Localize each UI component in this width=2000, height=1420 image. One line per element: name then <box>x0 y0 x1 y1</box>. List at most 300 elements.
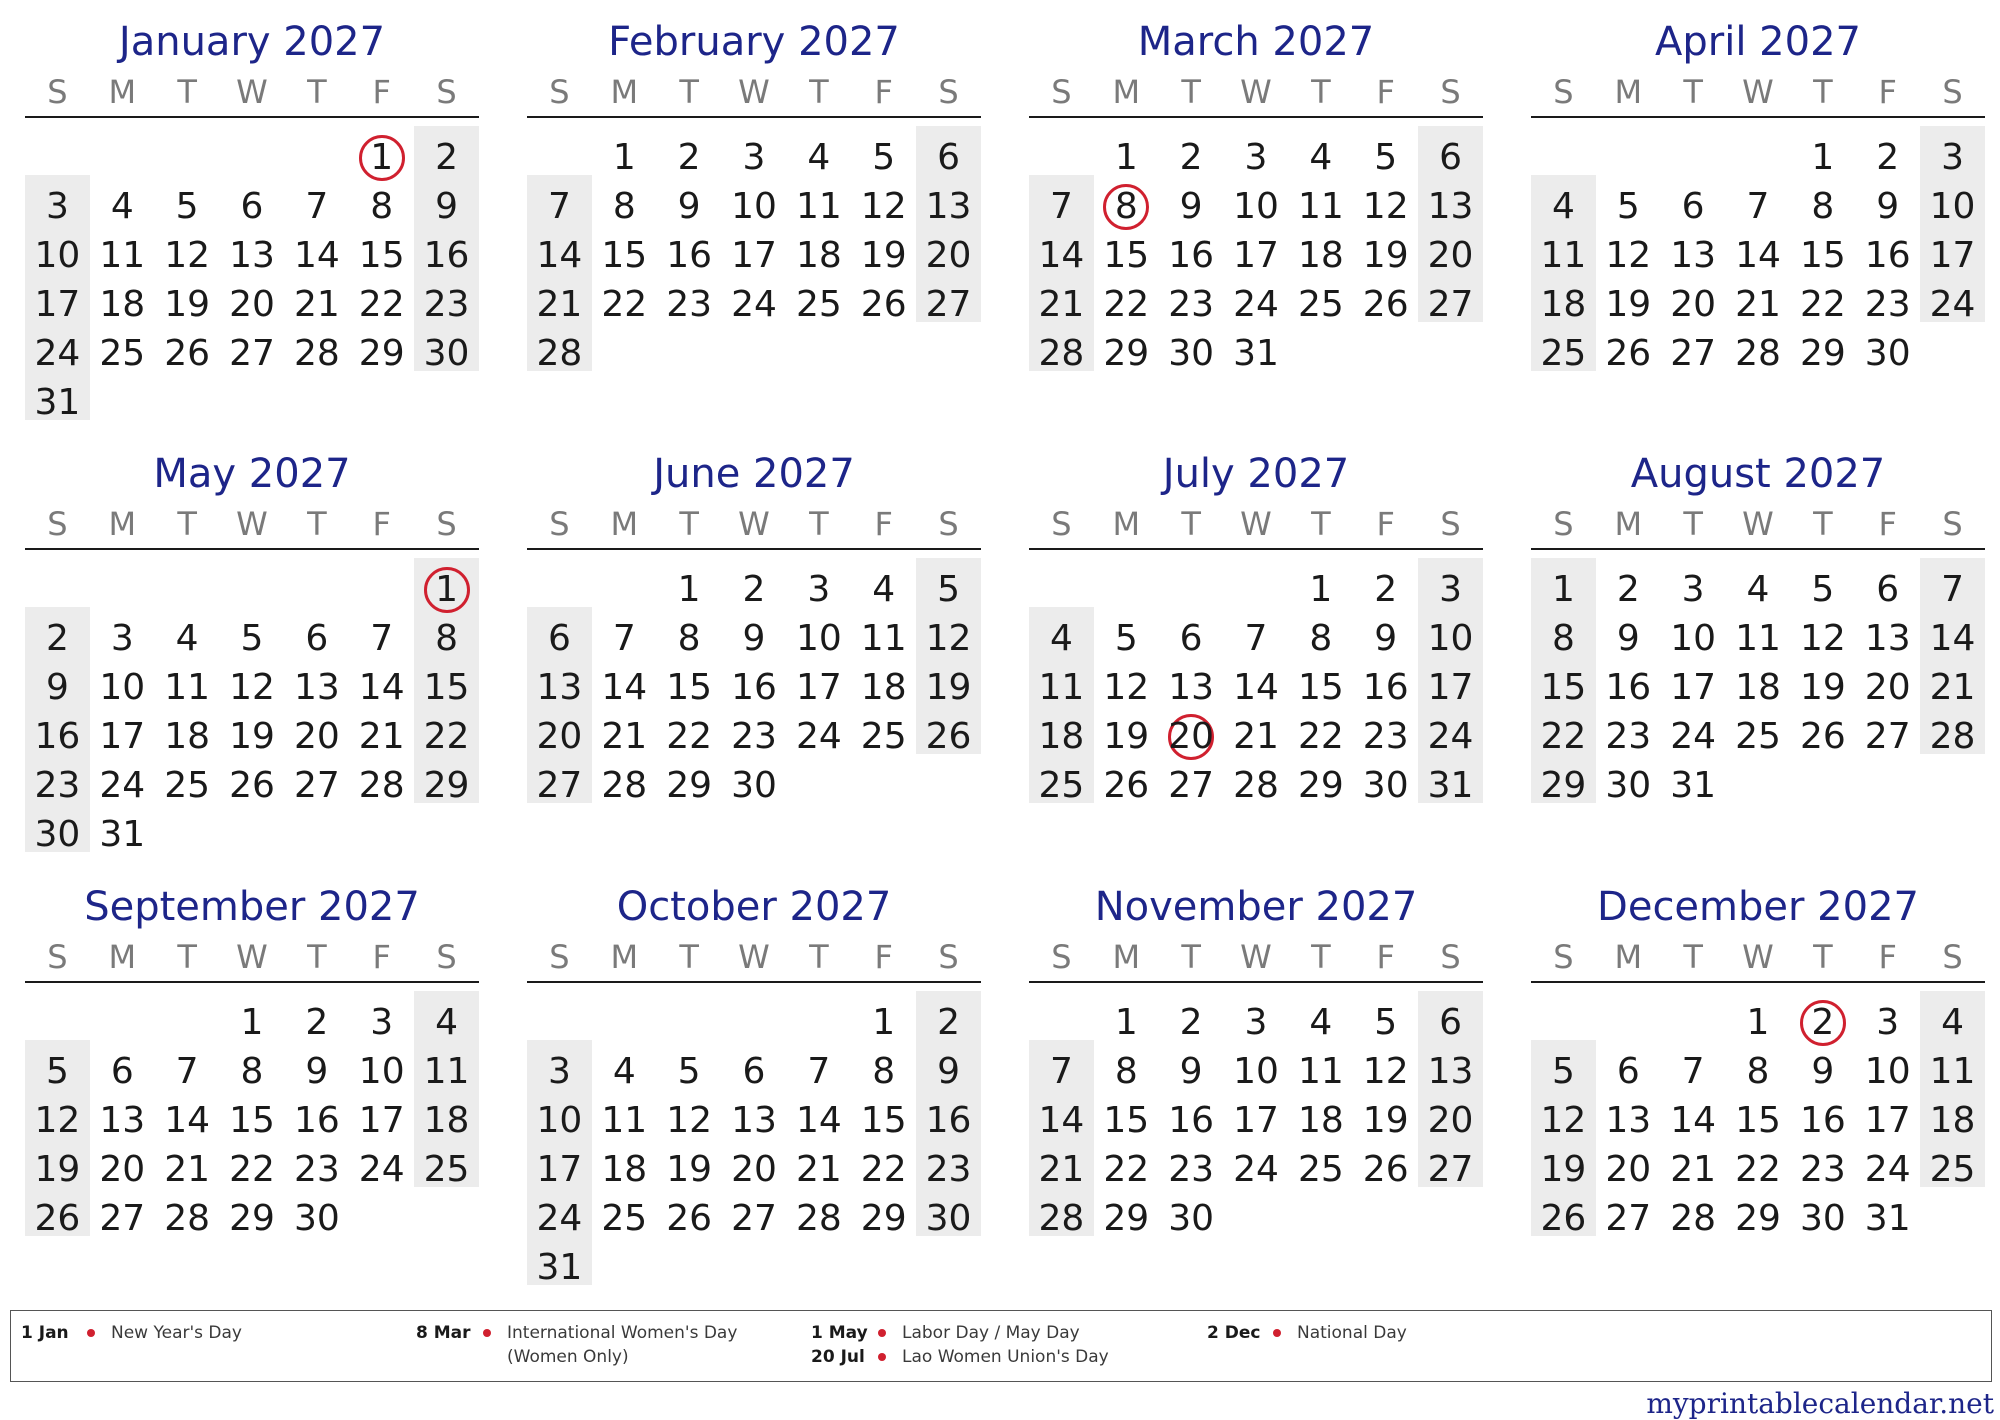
day-cell[interactable]: 4 <box>1309 1002 1333 1043</box>
day-cell[interactable]: 24 <box>99 765 146 806</box>
day-cell[interactable]: 9 <box>1876 186 1900 227</box>
day-cell[interactable]: 2 <box>937 1002 961 1043</box>
day-cell[interactable]: 11 <box>1735 618 1781 659</box>
day-cell[interactable]: 23 <box>1864 284 1911 325</box>
day-cell[interactable]: 6 <box>240 186 264 227</box>
day-cell[interactable]: 19 <box>34 1149 81 1190</box>
day-cell[interactable]: 30 <box>1168 1198 1215 1239</box>
day-cell[interactable]: 4 <box>1309 137 1333 178</box>
day-cell[interactable]: 20 <box>229 284 275 325</box>
day-cell[interactable]: 24 <box>795 716 842 757</box>
day-cell[interactable]: 19 <box>666 1149 713 1190</box>
day-cell[interactable]: 28 <box>358 765 405 806</box>
day-cell[interactable]: 7 <box>1049 186 1073 227</box>
day-cell[interactable]: 16 <box>731 667 777 708</box>
day-cell[interactable]: 29 <box>1540 765 1587 806</box>
day-cell[interactable]: 10 <box>358 1051 405 1092</box>
day-cell[interactable]: 2 <box>435 137 459 178</box>
day-cell[interactable]: 27 <box>1427 284 1474 325</box>
day-cell[interactable]: 11 <box>1929 1051 1976 1092</box>
day-cell[interactable]: 7 <box>1244 618 1268 659</box>
day-cell[interactable]: 28 <box>1735 333 1781 374</box>
day-cell[interactable]: 1 <box>1811 137 1835 178</box>
day-cell[interactable]: 3 <box>547 1051 571 1092</box>
day-cell[interactable]: 18 <box>860 667 907 708</box>
day-cell[interactable]: 6 <box>1439 137 1463 178</box>
day-cell[interactable]: 13 <box>293 667 340 708</box>
day-cell[interactable]: 25 <box>1038 765 1085 806</box>
day-cell[interactable]: 5 <box>1551 1051 1575 1092</box>
day-cell[interactable]: 27 <box>1168 765 1215 806</box>
day-cell[interactable]: 18 <box>1540 284 1587 325</box>
day-cell[interactable]: 19 <box>1540 1149 1587 1190</box>
day-cell[interactable]: 23 <box>1168 1149 1215 1190</box>
day-cell[interactable]: 30 <box>293 1198 340 1239</box>
day-cell[interactable]: 2 <box>45 618 69 659</box>
day-cell[interactable]: 3 <box>1876 1002 1900 1043</box>
day-cell[interactable]: 19 <box>1605 284 1652 325</box>
day-cell[interactable]: 4 <box>1049 618 1073 659</box>
day-cell[interactable]: 15 <box>860 1100 907 1141</box>
day-cell[interactable]: 2 <box>1811 1002 1835 1043</box>
day-cell[interactable]: 3 <box>370 1002 394 1043</box>
day-cell[interactable]: 23 <box>731 716 777 757</box>
day-cell[interactable]: 12 <box>229 667 275 708</box>
day-cell[interactable]: 25 <box>1297 284 1344 325</box>
day-cell[interactable]: 7 <box>1049 1051 1073 1092</box>
day-cell[interactable]: 10 <box>1233 1051 1279 1092</box>
day-cell[interactable]: 28 <box>1038 1198 1085 1239</box>
day-cell[interactable]: 19 <box>164 284 211 325</box>
day-cell[interactable]: 6 <box>110 1051 134 1092</box>
day-cell[interactable]: 8 <box>612 186 636 227</box>
day-cell[interactable]: 14 <box>1929 618 1976 659</box>
day-cell[interactable]: 14 <box>795 1100 842 1141</box>
day-cell[interactable]: 21 <box>358 716 405 757</box>
day-cell[interactable]: 7 <box>807 1051 831 1092</box>
day-cell[interactable]: 25 <box>860 716 907 757</box>
day-cell[interactable]: 22 <box>1735 1149 1781 1190</box>
day-cell[interactable]: 24 <box>1864 1149 1911 1190</box>
day-cell[interactable]: 13 <box>1168 667 1215 708</box>
day-cell[interactable]: 24 <box>1929 284 1976 325</box>
day-cell[interactable]: 3 <box>742 137 766 178</box>
day-cell[interactable]: 16 <box>1168 235 1215 276</box>
day-cell[interactable]: 16 <box>925 1100 972 1141</box>
day-cell[interactable]: 20 <box>1427 235 1474 276</box>
day-cell[interactable]: 6 <box>1439 1002 1463 1043</box>
day-cell[interactable]: 29 <box>229 1198 275 1239</box>
day-cell[interactable]: 20 <box>1864 667 1911 708</box>
day-cell[interactable]: 9 <box>1811 1051 1835 1092</box>
day-cell[interactable]: 15 <box>1540 667 1587 708</box>
day-cell[interactable]: 29 <box>666 765 713 806</box>
day-cell[interactable]: 27 <box>1670 333 1717 374</box>
day-cell[interactable]: 20 <box>925 235 972 276</box>
day-cell[interactable]: 11 <box>860 618 907 659</box>
day-cell[interactable]: 31 <box>99 814 146 855</box>
day-cell[interactable]: 26 <box>229 765 275 806</box>
day-cell[interactable]: 8 <box>240 1051 264 1092</box>
day-cell[interactable]: 14 <box>164 1100 211 1141</box>
day-cell[interactable]: 16 <box>1864 235 1911 276</box>
day-cell[interactable]: 31 <box>1233 333 1279 374</box>
day-cell[interactable]: 27 <box>293 765 340 806</box>
day-cell[interactable]: 3 <box>807 569 831 610</box>
day-cell[interactable]: 25 <box>1540 333 1587 374</box>
day-cell[interactable]: 24 <box>34 333 81 374</box>
day-cell[interactable]: 10 <box>99 667 146 708</box>
day-cell[interactable]: 30 <box>731 765 777 806</box>
day-cell[interactable]: 12 <box>925 618 972 659</box>
day-cell[interactable]: 8 <box>1309 618 1333 659</box>
day-cell[interactable]: 28 <box>293 333 340 374</box>
day-cell[interactable]: 2 <box>1616 569 1640 610</box>
day-cell[interactable]: 20 <box>1168 716 1215 757</box>
day-cell[interactable]: 17 <box>536 1149 583 1190</box>
day-cell[interactable]: 12 <box>1103 667 1150 708</box>
day-cell[interactable]: 29 <box>1103 333 1150 374</box>
day-cell[interactable]: 12 <box>1799 618 1846 659</box>
day-cell[interactable]: 24 <box>1233 284 1279 325</box>
day-cell[interactable]: 12 <box>860 186 907 227</box>
day-cell[interactable]: 16 <box>1362 667 1409 708</box>
day-cell[interactable]: 28 <box>164 1198 211 1239</box>
day-cell[interactable]: 25 <box>795 284 842 325</box>
day-cell[interactable]: 14 <box>1233 667 1279 708</box>
day-cell[interactable]: 18 <box>1038 716 1085 757</box>
day-cell[interactable]: 22 <box>1540 716 1587 757</box>
day-cell[interactable]: 9 <box>305 1051 329 1092</box>
day-cell[interactable]: 1 <box>872 1002 896 1043</box>
day-cell[interactable]: 3 <box>45 186 69 227</box>
day-cell[interactable]: 23 <box>34 765 81 806</box>
day-cell[interactable]: 7 <box>1941 569 1965 610</box>
day-cell[interactable]: 15 <box>1103 235 1150 276</box>
day-cell[interactable]: 17 <box>1929 235 1976 276</box>
day-cell[interactable]: 14 <box>1038 1100 1085 1141</box>
day-cell[interactable]: 7 <box>175 1051 199 1092</box>
day-cell[interactable]: 4 <box>612 1051 636 1092</box>
day-cell[interactable]: 26 <box>666 1198 713 1239</box>
day-cell[interactable]: 12 <box>1362 186 1409 227</box>
day-cell[interactable]: 3 <box>110 618 134 659</box>
day-cell[interactable]: 10 <box>34 235 81 276</box>
day-cell[interactable]: 15 <box>1103 1100 1150 1141</box>
day-cell[interactable]: 27 <box>536 765 583 806</box>
day-cell[interactable]: 8 <box>872 1051 896 1092</box>
day-cell[interactable]: 21 <box>536 284 583 325</box>
day-cell[interactable]: 21 <box>1038 1149 1085 1190</box>
day-cell[interactable]: 28 <box>536 333 583 374</box>
day-cell[interactable]: 18 <box>423 1100 470 1141</box>
day-cell[interactable]: 12 <box>666 1100 713 1141</box>
day-cell[interactable]: 26 <box>164 333 211 374</box>
day-cell[interactable]: 19 <box>229 716 275 757</box>
day-cell[interactable]: 7 <box>1681 1051 1705 1092</box>
day-cell[interactable]: 10 <box>1233 186 1279 227</box>
day-cell[interactable]: 21 <box>1929 667 1976 708</box>
day-cell[interactable]: 22 <box>229 1149 275 1190</box>
day-cell[interactable]: 30 <box>1864 333 1911 374</box>
day-cell[interactable]: 29 <box>1735 1198 1781 1239</box>
day-cell[interactable]: 11 <box>1540 235 1587 276</box>
day-cell[interactable]: 30 <box>1605 765 1652 806</box>
day-cell[interactable]: 5 <box>1114 618 1138 659</box>
day-cell[interactable]: 29 <box>1297 765 1344 806</box>
day-cell[interactable]: 10 <box>731 186 777 227</box>
day-cell[interactable]: 15 <box>358 235 405 276</box>
day-cell[interactable]: 24 <box>1670 716 1717 757</box>
day-cell[interactable]: 8 <box>370 186 394 227</box>
day-cell[interactable]: 30 <box>1168 333 1215 374</box>
day-cell[interactable]: 24 <box>1427 716 1474 757</box>
day-cell[interactable]: 25 <box>423 1149 470 1190</box>
day-cell[interactable]: 13 <box>99 1100 146 1141</box>
day-cell[interactable]: 16 <box>1168 1100 1215 1141</box>
day-cell[interactable]: 23 <box>293 1149 340 1190</box>
day-cell[interactable]: 8 <box>1746 1051 1770 1092</box>
day-cell[interactable]: 8 <box>1114 186 1138 227</box>
day-cell[interactable]: 20 <box>1670 284 1717 325</box>
day-cell[interactable]: 17 <box>1864 1100 1911 1141</box>
day-cell[interactable]: 19 <box>1799 667 1846 708</box>
day-cell[interactable]: 5 <box>1811 569 1835 610</box>
day-cell[interactable]: 13 <box>1427 186 1474 227</box>
day-cell[interactable]: 10 <box>1864 1051 1911 1092</box>
day-cell[interactable]: 7 <box>547 186 571 227</box>
day-cell[interactable]: 12 <box>1362 1051 1409 1092</box>
day-cell[interactable]: 2 <box>1374 569 1398 610</box>
day-cell[interactable]: 17 <box>1670 667 1717 708</box>
day-cell[interactable]: 6 <box>1876 569 1900 610</box>
day-cell[interactable]: 25 <box>164 765 211 806</box>
day-cell[interactable]: 31 <box>1670 765 1717 806</box>
day-cell[interactable]: 22 <box>1103 284 1150 325</box>
day-cell[interactable]: 17 <box>1427 667 1474 708</box>
day-cell[interactable]: 18 <box>795 235 842 276</box>
day-cell[interactable]: 3 <box>1244 137 1268 178</box>
day-cell[interactable]: 7 <box>612 618 636 659</box>
day-cell[interactable]: 20 <box>731 1149 777 1190</box>
day-cell[interactable]: 11 <box>1038 667 1085 708</box>
day-cell[interactable]: 14 <box>358 667 405 708</box>
day-cell[interactable]: 15 <box>423 667 470 708</box>
day-cell[interactable]: 25 <box>1929 1149 1976 1190</box>
day-cell[interactable]: 5 <box>1374 137 1398 178</box>
day-cell[interactable]: 5 <box>45 1051 69 1092</box>
day-cell[interactable]: 30 <box>34 814 81 855</box>
day-cell[interactable]: 15 <box>1799 235 1846 276</box>
day-cell[interactable]: 31 <box>1427 765 1474 806</box>
day-cell[interactable]: 30 <box>423 333 470 374</box>
day-cell[interactable]: 13 <box>925 186 972 227</box>
day-cell[interactable]: 4 <box>110 186 134 227</box>
day-cell[interactable]: 28 <box>601 765 648 806</box>
day-cell[interactable]: 10 <box>536 1100 583 1141</box>
day-cell[interactable]: 29 <box>423 765 470 806</box>
day-cell[interactable]: 30 <box>1799 1198 1846 1239</box>
day-cell[interactable]: 19 <box>1362 235 1409 276</box>
day-cell[interactable]: 20 <box>1427 1100 1474 1141</box>
day-cell[interactable]: 14 <box>601 667 648 708</box>
day-cell[interactable]: 17 <box>99 716 146 757</box>
day-cell[interactable]: 9 <box>677 186 701 227</box>
day-cell[interactable]: 22 <box>1103 1149 1150 1190</box>
day-cell[interactable]: 12 <box>1605 235 1652 276</box>
day-cell[interactable]: 26 <box>1362 1149 1409 1190</box>
day-cell[interactable]: 24 <box>1233 1149 1279 1190</box>
day-cell[interactable]: 1 <box>240 1002 264 1043</box>
day-cell[interactable]: 13 <box>1864 618 1911 659</box>
day-cell[interactable]: 9 <box>435 186 459 227</box>
day-cell[interactable]: 26 <box>1103 765 1150 806</box>
day-cell[interactable]: 8 <box>1551 618 1575 659</box>
day-cell[interactable]: 1 <box>677 569 701 610</box>
day-cell[interactable]: 8 <box>1114 1051 1138 1092</box>
day-cell[interactable]: 2 <box>1876 137 1900 178</box>
day-cell[interactable]: 25 <box>601 1198 648 1239</box>
day-cell[interactable]: 4 <box>1551 186 1575 227</box>
day-cell[interactable]: 23 <box>1362 716 1409 757</box>
day-cell[interactable]: 21 <box>1670 1149 1717 1190</box>
day-cell[interactable]: 26 <box>1605 333 1652 374</box>
day-cell[interactable]: 2 <box>742 569 766 610</box>
day-cell[interactable]: 19 <box>925 667 972 708</box>
day-cell[interactable]: 17 <box>358 1100 405 1141</box>
day-cell[interactable]: 1 <box>1309 569 1333 610</box>
day-cell[interactable]: 21 <box>1038 284 1085 325</box>
day-cell[interactable]: 27 <box>731 1198 777 1239</box>
day-cell[interactable]: 5 <box>175 186 199 227</box>
day-cell[interactable]: 11 <box>1297 186 1344 227</box>
day-cell[interactable]: 31 <box>34 382 81 423</box>
day-cell[interactable]: 1 <box>1114 1002 1138 1043</box>
day-cell[interactable]: 22 <box>1799 284 1846 325</box>
day-cell[interactable]: 19 <box>1362 1100 1409 1141</box>
day-cell[interactable]: 16 <box>666 235 713 276</box>
day-cell[interactable]: 5 <box>1616 186 1640 227</box>
day-cell[interactable]: 1 <box>1551 569 1575 610</box>
day-cell[interactable]: 1 <box>1114 137 1138 178</box>
day-cell[interactable]: 6 <box>547 618 571 659</box>
day-cell[interactable]: 22 <box>423 716 470 757</box>
day-cell[interactable]: 22 <box>666 716 713 757</box>
day-cell[interactable]: 4 <box>807 137 831 178</box>
day-cell[interactable]: 23 <box>1799 1149 1846 1190</box>
day-cell[interactable]: 17 <box>731 235 777 276</box>
day-cell[interactable]: 22 <box>860 1149 907 1190</box>
day-cell[interactable]: 18 <box>1735 667 1781 708</box>
day-cell[interactable]: 6 <box>1179 618 1203 659</box>
day-cell[interactable]: 27 <box>229 333 275 374</box>
day-cell[interactable]: 28 <box>1670 1198 1717 1239</box>
day-cell[interactable]: 11 <box>423 1051 470 1092</box>
day-cell[interactable]: 4 <box>1746 569 1770 610</box>
day-cell[interactable]: 4 <box>435 1002 459 1043</box>
day-cell[interactable]: 14 <box>1735 235 1781 276</box>
day-cell[interactable]: 14 <box>536 235 583 276</box>
day-cell[interactable]: 21 <box>601 716 648 757</box>
day-cell[interactable]: 16 <box>423 235 470 276</box>
day-cell[interactable]: 2 <box>305 1002 329 1043</box>
day-cell[interactable]: 2 <box>1179 137 1203 178</box>
day-cell[interactable]: 18 <box>1929 1100 1976 1141</box>
day-cell[interactable]: 16 <box>293 1100 340 1141</box>
day-cell[interactable]: 26 <box>860 284 907 325</box>
day-cell[interactable]: 10 <box>1427 618 1474 659</box>
day-cell[interactable]: 22 <box>1297 716 1344 757</box>
day-cell[interactable]: 17 <box>1233 1100 1279 1141</box>
day-cell[interactable]: 11 <box>795 186 842 227</box>
day-cell[interactable]: 29 <box>860 1198 907 1239</box>
day-cell[interactable]: 27 <box>1427 1149 1474 1190</box>
day-cell[interactable]: 27 <box>925 284 972 325</box>
day-cell[interactable]: 11 <box>99 235 146 276</box>
day-cell[interactable]: 21 <box>164 1149 211 1190</box>
day-cell[interactable]: 9 <box>1179 1051 1203 1092</box>
day-cell[interactable]: 5 <box>677 1051 701 1092</box>
day-cell[interactable]: 4 <box>175 618 199 659</box>
day-cell[interactable]: 3 <box>1941 137 1965 178</box>
day-cell[interactable]: 3 <box>1681 569 1705 610</box>
day-cell[interactable]: 7 <box>1746 186 1770 227</box>
day-cell[interactable]: 21 <box>1233 716 1279 757</box>
day-cell[interactable]: 27 <box>99 1198 146 1239</box>
day-cell[interactable]: 9 <box>742 618 766 659</box>
day-cell[interactable]: 18 <box>99 284 146 325</box>
day-cell[interactable]: 24 <box>731 284 777 325</box>
day-cell[interactable]: 18 <box>164 716 211 757</box>
day-cell[interactable]: 8 <box>435 618 459 659</box>
day-cell[interactable]: 17 <box>34 284 81 325</box>
day-cell[interactable]: 23 <box>1605 716 1652 757</box>
day-cell[interactable]: 3 <box>1244 1002 1268 1043</box>
day-cell[interactable]: 7 <box>370 618 394 659</box>
day-cell[interactable]: 24 <box>536 1198 583 1239</box>
day-cell[interactable]: 13 <box>1605 1100 1652 1141</box>
day-cell[interactable]: 5 <box>937 569 961 610</box>
day-cell[interactable]: 30 <box>925 1198 972 1239</box>
day-cell[interactable]: 14 <box>1038 235 1085 276</box>
day-cell[interactable]: 4 <box>1941 1002 1965 1043</box>
day-cell[interactable]: 13 <box>731 1100 777 1141</box>
day-cell[interactable]: 19 <box>1103 716 1150 757</box>
day-cell[interactable]: 26 <box>925 716 972 757</box>
day-cell[interactable]: 11 <box>164 667 211 708</box>
day-cell[interactable]: 1 <box>612 137 636 178</box>
site-credit[interactable]: myprintablecalendar.net <box>1646 1387 1994 1420</box>
day-cell[interactable]: 13 <box>536 667 583 708</box>
day-cell[interactable]: 14 <box>1670 1100 1717 1141</box>
day-cell[interactable]: 29 <box>1799 333 1846 374</box>
day-cell[interactable]: 20 <box>536 716 583 757</box>
day-cell[interactable]: 20 <box>293 716 340 757</box>
day-cell[interactable]: 26 <box>1362 284 1409 325</box>
day-cell[interactable]: 30 <box>1362 765 1409 806</box>
day-cell[interactable]: 17 <box>1233 235 1279 276</box>
day-cell[interactable]: 13 <box>229 235 275 276</box>
day-cell[interactable]: 6 <box>305 618 329 659</box>
day-cell[interactable]: 20 <box>1605 1149 1652 1190</box>
day-cell[interactable]: 28 <box>1233 765 1279 806</box>
day-cell[interactable]: 23 <box>925 1149 972 1190</box>
day-cell[interactable]: 18 <box>1297 235 1344 276</box>
day-cell[interactable]: 22 <box>358 284 405 325</box>
day-cell[interactable]: 31 <box>536 1247 583 1288</box>
day-cell[interactable]: 15 <box>1735 1100 1781 1141</box>
day-cell[interactable]: 12 <box>34 1100 81 1141</box>
